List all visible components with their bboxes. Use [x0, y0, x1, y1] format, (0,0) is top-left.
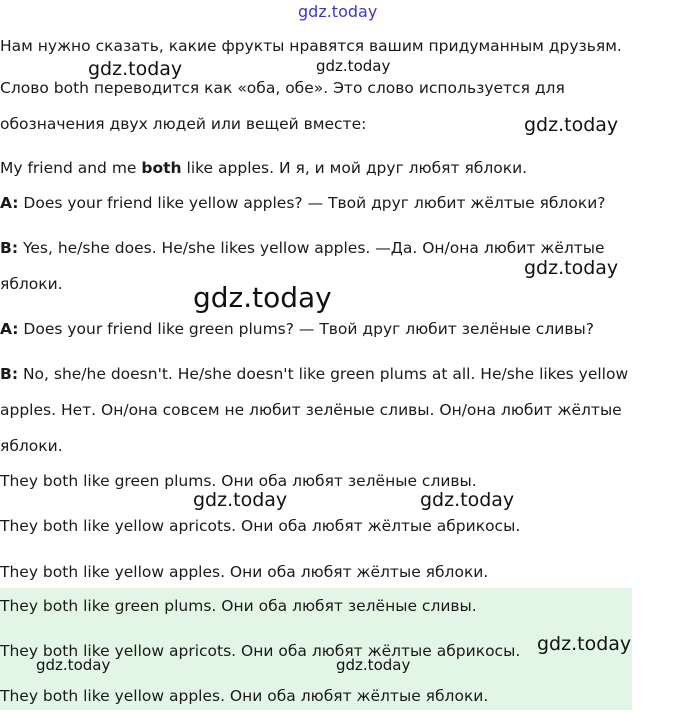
- example-pre: My friend and me: [0, 159, 142, 177]
- speaker-b-label: B:: [0, 239, 19, 257]
- dialog-a1: [0, 193, 606, 213]
- dialog-a2-text: Does your friend like green plums? — Твой друг любит зелёные сливы?: [18, 320, 594, 338]
- dialog-b1-continuation: яблоки.: [0, 275, 63, 293]
- watermark: gdz.today: [524, 257, 619, 279]
- sentence-yellow-apples: They both like yellow apples. Они оба любят жёлтые яблоки.: [0, 563, 489, 581]
- sentence-green-plums: They both like green plums. Они оба любят зелёные сливы.: [0, 472, 477, 490]
- answer-yellow-apples: They both like yellow apples. Они оба любят жёлтые яблоки.: [0, 687, 489, 705]
- dialog-b2-continuation-2: яблоки.: [0, 437, 63, 455]
- watermark: gdz.today: [193, 489, 288, 511]
- watermark: gdz.today: [88, 58, 183, 80]
- example-bold-word: both: [141, 159, 182, 177]
- speaker-a-label: A:: [0, 320, 19, 338]
- dialog-b2: [0, 364, 628, 384]
- watermark: gdz.today: [524, 114, 619, 136]
- dialog-b1-text: Yes, he/she does. He/she likes yellow apples. —Да. Он/она любит жёлтые: [18, 239, 605, 257]
- dialog-b1: [0, 238, 605, 258]
- sentence-yellow-apricots: They both like yellow apricots. Они оба любят жёлтые абрикосы.: [0, 517, 521, 535]
- paragraph-line-3: обозначения двух людей или вещей вместе:: [0, 115, 367, 133]
- watermark: gdz.today: [537, 633, 632, 655]
- example-post: like apples. И я, и мой друг любят яблоки.: [181, 159, 528, 177]
- dialog-a1-text: Does your friend like yellow apples? — Твой друг любит жёлтые яблоки?: [18, 194, 606, 212]
- dialog-b2-continuation-1: apples. Нет. Он/она совсем не любит зелёные сливы. Он/она любит жёлтые: [0, 401, 622, 419]
- watermark: gdz.today: [420, 489, 515, 511]
- watermark: gdz.today: [36, 656, 111, 674]
- dialog-b2-text: No, she/he doesn't. He/she doesn't like green plums at all. He/she likes yellow: [18, 365, 629, 383]
- watermark: gdz.today: [298, 2, 378, 21]
- speaker-b-label: B:: [0, 365, 19, 383]
- answer-green-plums: They both like green plums. Они оба любят зелёные сливы.: [0, 597, 477, 615]
- example-sentence: [0, 158, 527, 178]
- paragraph-line-1: Нам нужно сказать, какие фрукты нравятся вашим придуманным друзьям.: [0, 37, 622, 55]
- paragraph-line-2: Слово both переводится как «оба, обе». Это слово используется для: [0, 79, 565, 97]
- watermark: gdz.today: [193, 281, 332, 314]
- speaker-a-label: A:: [0, 194, 19, 212]
- answer-yellow-apricots: They both like yellow apricots. Они оба любят жёлтые абрикосы.: [0, 642, 521, 660]
- watermark: gdz.today: [316, 57, 391, 75]
- watermark: gdz.today: [336, 656, 411, 674]
- dialog-a2: [0, 319, 594, 339]
